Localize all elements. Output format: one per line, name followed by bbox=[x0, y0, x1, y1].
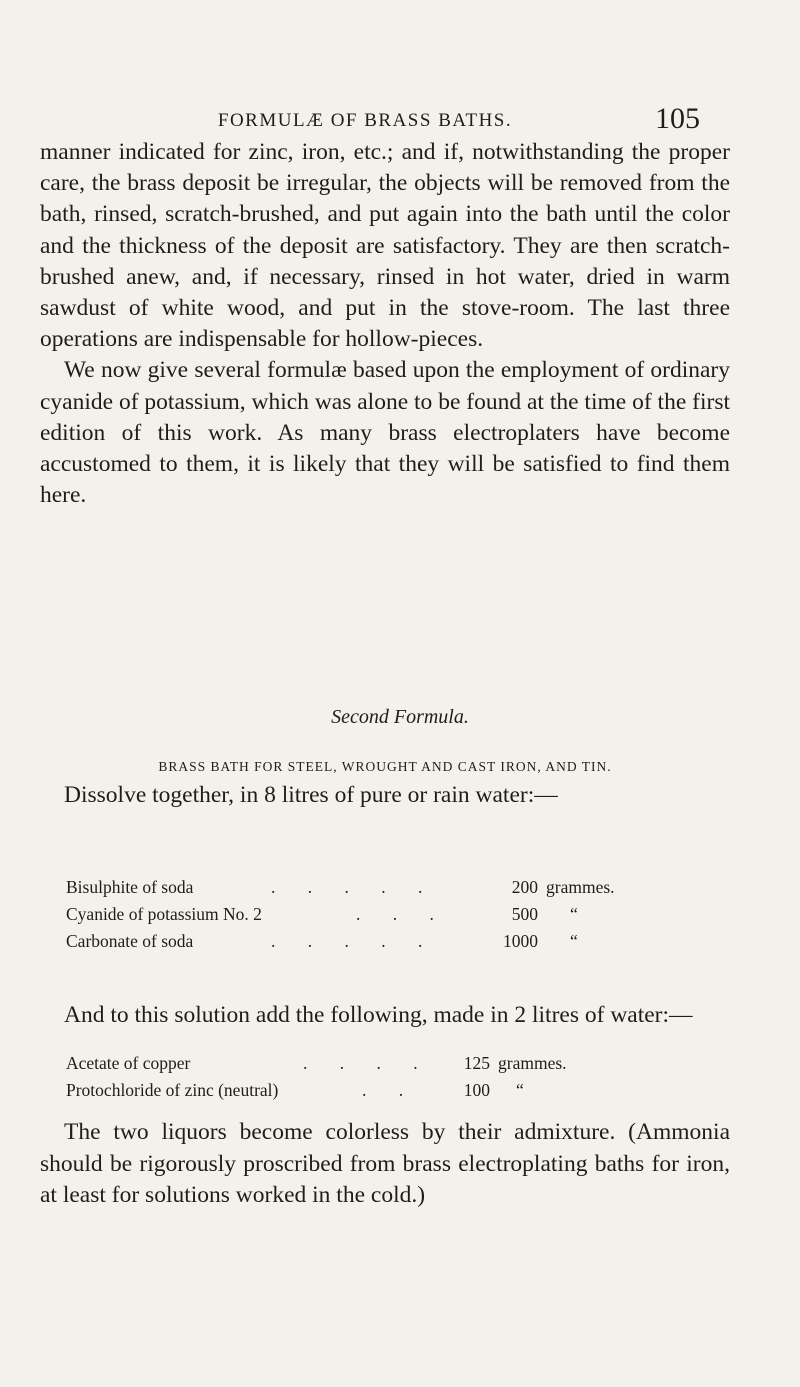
table-row bbox=[66, 931, 706, 958]
ingredient-quantity: 200 bbox=[511, 877, 538, 897]
formula-subtitle: BRASS BATH FOR STEEL, WROUGHT AND CAST IRON, AND TIN. bbox=[158, 759, 612, 774]
add-instruction bbox=[40, 1000, 730, 1031]
page-header bbox=[150, 102, 700, 142]
ingredients-table-1 bbox=[66, 877, 706, 958]
leader-dots: . . . bbox=[356, 904, 448, 924]
ingredients-table-2 bbox=[66, 1053, 706, 1107]
running-title: FORMULÆ OF BRASS BATHS. bbox=[217, 110, 513, 131]
ingredient-quantity: 500 bbox=[511, 904, 538, 924]
ingredient-unit: grammes. bbox=[546, 877, 615, 897]
leader-dots: . . bbox=[362, 1080, 418, 1100]
leader-dots: . . . . . bbox=[271, 931, 437, 951]
ingredient-quantity: 125 bbox=[463, 1053, 490, 1073]
table-row bbox=[66, 877, 706, 904]
ingredient-name: Bisulphite of soda bbox=[66, 877, 194, 897]
ingredient-name: Cyanide of potassium No. 2 bbox=[66, 904, 262, 924]
closing-text bbox=[40, 1117, 730, 1212]
ingredient-unit: “ bbox=[570, 904, 578, 924]
dissolve-instruction bbox=[40, 780, 730, 811]
ingredient-unit: “ bbox=[516, 1080, 524, 1100]
formula-title: Second Formula. bbox=[331, 706, 469, 728]
paragraph-formulae-intro: We now give several formulæ based upon the employment of ordinary cyanide of potassium, which was alone to be found at the time of the first edition of this work. As many brass electroplaters have become accustomed to them, it is likely that they will be satisfied to find them here. bbox=[40, 357, 730, 509]
ingredient-unit: grammes. bbox=[498, 1053, 567, 1073]
paragraph-closing: The two liquors become colorless by their admixture. (Ammonia should be rigorously proscribed from brass electroplating baths for iron, at least for solutions worked in the cold.) bbox=[40, 1119, 730, 1208]
paragraph-dissolve: Dissolve together, in 8 litres of pure or rain water:— bbox=[64, 782, 558, 808]
ingredient-quantity: 1000 bbox=[503, 931, 538, 951]
leader-dots: . . . . bbox=[303, 1053, 432, 1073]
body-text bbox=[40, 137, 730, 511]
table-row bbox=[66, 1080, 706, 1107]
table-row bbox=[66, 904, 706, 931]
table-row bbox=[66, 1053, 706, 1080]
paragraph-add: And to this solution add the following, made in 2 litres of water:— bbox=[64, 1002, 693, 1028]
page-number: 105 bbox=[655, 102, 700, 135]
ingredient-name: Carbonate of soda bbox=[66, 931, 194, 951]
ingredient-name: Acetate of copper bbox=[66, 1053, 191, 1073]
ingredient-unit: “ bbox=[570, 931, 578, 951]
paragraph-continuation: manner indicated for zinc, iron, etc.; and if, notwithstanding the proper care, the brass deposit be irregular, the objects will be removed from the bath, rinsed, scratch-brushed, and put again into the bath until the color and the thickness of the deposit are satisfactory. They are then scratch-brushed anew, and, if necessary, rinsed in hot water, dried in warm sawdust of white wood, and put in the stove-room. The last three operations are indispensable for hollow-pieces. bbox=[40, 139, 730, 353]
ingredient-quantity: 100 bbox=[463, 1080, 490, 1100]
ingredient-name: Protochloride of zinc (neutral) bbox=[66, 1080, 279, 1100]
leader-dots: . . . . . bbox=[271, 877, 437, 897]
